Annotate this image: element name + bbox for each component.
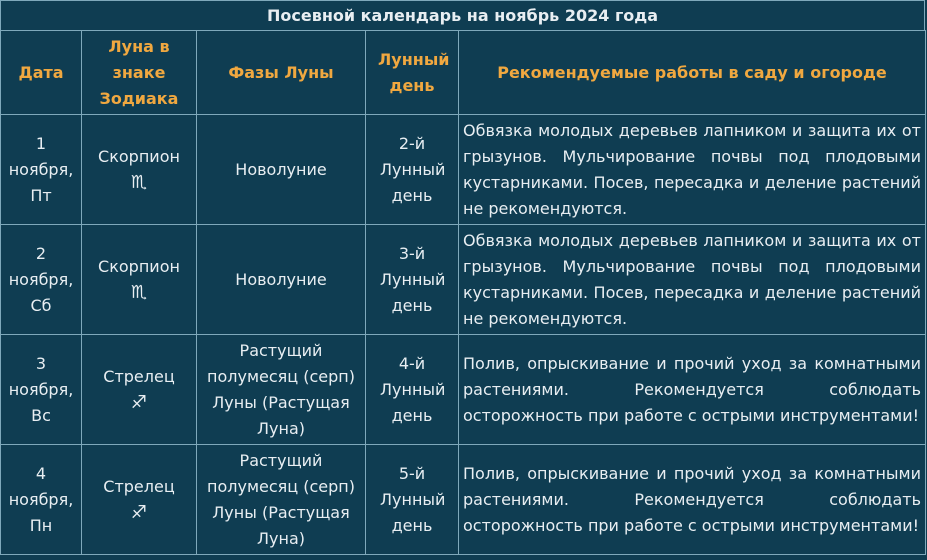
zodiac-name: Скорпион — [98, 256, 180, 276]
lunar-day-cell: 2-й Лунный день — [366, 115, 459, 225]
zodiac-name: Стрелец — [103, 476, 175, 496]
phase-cell: Новолуние — [197, 115, 366, 225]
phase-cell: Новолуние — [197, 225, 366, 335]
sagittarius-icon: ♐ — [130, 501, 148, 523]
table-row — [1, 115, 926, 225]
scorpio-icon: ♏ — [130, 171, 148, 193]
phase-cell: Растущий полумесяц (серп) Луны (Растущая Луна) — [197, 445, 366, 555]
works-cell: Обвязка молодых деревьев лапником и защита их от грызунов. Мульчирование почвы под плодовыми кустарниками. Посев, пересадка и деление растений не рекомендуются. — [459, 225, 926, 335]
zodiac-name: Скорпион — [98, 146, 180, 166]
header-row — [1, 31, 926, 115]
date-cell: 3 ноября, Вс — [1, 335, 82, 445]
works-cell: Полив, опрыскивание и прочий уход за комнатными растениями. Рекомендуется соблюдать осторожность при работе с острыми инструментами! — [459, 445, 926, 555]
works-cell: Полив, опрыскивание и прочий уход за комнатными растениями. Рекомендуется соблюдать осторожность при работе с острыми инструментами! — [459, 335, 926, 445]
table-row — [1, 445, 926, 555]
works-cell: Обвязка молодых деревьев лапником и защита их от грызунов. Мульчирование почвы под плодовыми кустарниками. Посев, пересадка и деление растений не рекомендуются. — [459, 115, 926, 225]
zodiac-cell — [82, 225, 197, 335]
date-cell: 2 ноября, Сб — [1, 225, 82, 335]
lunar-day-cell: 4-й Лунный день — [366, 335, 459, 445]
header-date: Дата — [1, 31, 82, 115]
zodiac-cell — [82, 115, 197, 225]
scorpio-icon: ♏ — [130, 281, 148, 303]
phase-cell: Растущий полумесяц (серп) Луны (Растущая Луна) — [197, 335, 366, 445]
zodiac-name: Стрелец — [103, 366, 175, 386]
zodiac-cell — [82, 445, 197, 555]
sowing-calendar-table — [0, 30, 926, 555]
date-cell: 4 ноября, Пн — [1, 445, 82, 555]
lunar-day-cell: 3-й Лунный день — [366, 225, 459, 335]
zodiac-cell — [82, 335, 197, 445]
header-phase: Фазы Луны — [197, 31, 366, 115]
header-zodiac: Луна в знаке Зодиака — [82, 31, 197, 115]
header-works: Рекомендуемые работы в саду и огороде — [459, 31, 926, 115]
date-cell: 1 ноября, Пт — [1, 115, 82, 225]
table-row — [1, 225, 926, 335]
table-row — [1, 335, 926, 445]
header-lunar-day: Лунный день — [366, 31, 459, 115]
lunar-day-cell: 5-й Лунный день — [366, 445, 459, 555]
sagittarius-icon: ♐ — [130, 391, 148, 413]
calendar-title: Посевной календарь на ноябрь 2024 года — [0, 0, 925, 30]
